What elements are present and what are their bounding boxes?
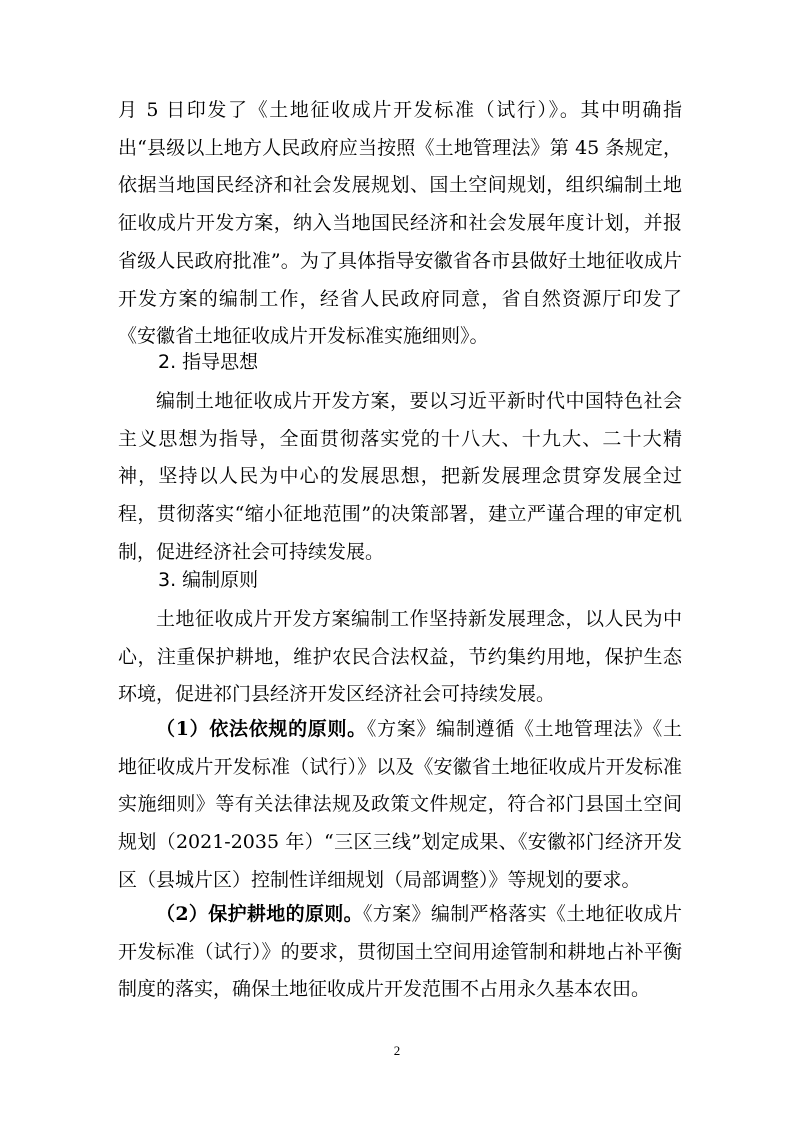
paragraph-principle-legal	[118, 711, 682, 900]
heading-guiding-ideology: 2. 指导思想	[158, 351, 259, 373]
principle-legal-title: （1）依法依规的原则。	[156, 718, 367, 740]
paragraph-background: 月 5 日印发了《土地征收成片开发标准（试行）》。其中明确指出“县级以上地方人民政府应当按照《土地管理法》第 45 条规定，依据当地国民经济和社会发展规划、国土空间规划，组织编制土地征收成片开发方案，纳入当地国民经济和社会发展年度计划，并报省级人民政府批准”。为了具体指导安徽省各市县做好土地征收成片开发方案的编制工作，经省人民政府同意，省自然资源厅印发了《安徽省土地征收成片开发标准实施细则》。	[118, 99, 682, 348]
page-number: 2	[393, 1043, 401, 1058]
principle-legal-body: 《方案》编制遵循《土地管理法》《土地征收成片开发标准（试行）》以及《安徽省土地征收成片开发标准实施细则》等有关法律法规及政策文件规定，符合祁门县国土空间规划（2021-2035 年）“三区三线”划定成果、《安徽祁门经济开发区（县城片区）控制性详细规划（局部调整）》等规划的要求。	[118, 718, 682, 891]
principle-farmland-body: 《方案》编制严格落实《土地征收成片开发标准（试行）》的要求，贯彻国土空间用途管制和耕地占补平衡制度的落实，确保土地征收成片开发范围不占用永久基本农田。	[118, 903, 682, 1001]
heading-compilation-principles: 3. 编制原则	[158, 569, 259, 591]
paragraph-principle-farmland	[118, 896, 682, 1009]
principle-farmland-title: （2）保护耕地的原则。	[156, 903, 363, 925]
paragraph-guiding-ideology: 编制土地征收成片开发方案，要以习近平新时代中国特色社会主义思想为指导，全面贯彻落实党的十八大、十九大、二十大精神，坚持以人民为中心的发展思想，把新发展理念贯穿发展全过程，贯彻落实“缩小征地范围”的决策部署，建立严谨合理的审定机制，促进经济社会可持续发展。	[118, 390, 682, 563]
paragraph-compilation-principles	[118, 601, 682, 714]
principles-text: 土地征收成片开发方案编制工作坚持新发展理念，以人民为中心，注重保护耕地，维护农民合法权益，节约集约用地，保护生态环境，促进祁门县经济开发区经济社会可持续发展。	[118, 608, 682, 706]
